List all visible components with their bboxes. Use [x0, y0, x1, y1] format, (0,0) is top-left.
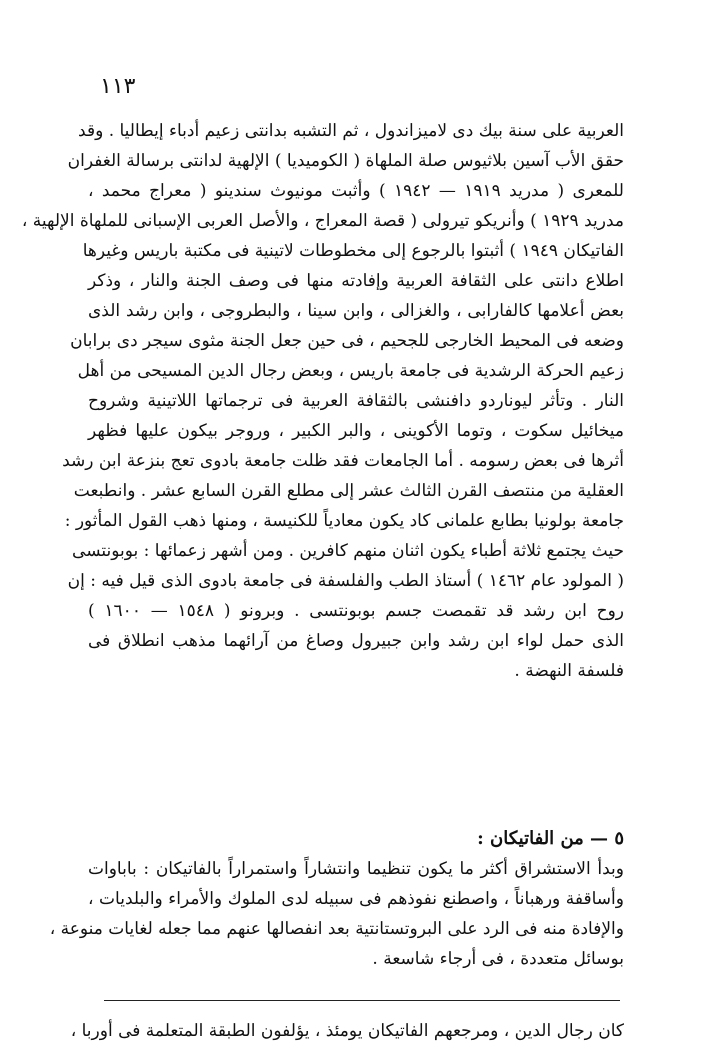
text-line: حقق الأب آسين بلاثيوس صلة الملهاة ( الكوميديا ) الإلهية لدانتى برسالة الغفران [67, 151, 624, 171]
footnote-divider [104, 1000, 620, 1001]
text-line: فلسفة النهضة . [514, 661, 624, 681]
text-line: وضعه فى المحيط الخارجى للجحيم ، فى حين جعل الجنة مثوى سيجر دى برابان [70, 331, 624, 351]
text-line: زعيم الحركة الرشدية فى جامعة باريس ، وبعض رجال الدين المسيحى من أهل [77, 361, 624, 381]
page-number: ١١٣ [100, 74, 136, 99]
section-heading: ٥ — من الفاتيكان : [477, 828, 624, 849]
text-line: النار . وتأثر ليوناردو دافنشى بالثقافة العربية فى ترجماتها اللاتينية وشروح [88, 391, 624, 411]
text-line: العقلية من منتصف القرن الثالث عشر إلى مطلع القرن السابع عشر . وانطبعت [73, 481, 624, 501]
text-line: ميخائيل سكوت ، وتوما الأكوينى ، والبر الكبير ، وروجر بيكون عليها فظهر [88, 421, 624, 441]
text-line: العربية على سنة بيك دى لاميزاندول ، ثم التشبه بدانتى زعيم أدباء إيطاليا . وقد [78, 121, 624, 141]
text-line: مدريد ١٩٢٩ ) وأنريكو تيرولى ( قصة المعراج ، والأصل العربى الإسبانى للملهاة الإلهية ، [21, 211, 624, 231]
text-line: للمعرى ( مدريد ١٩١٩ — ١٩٤٢ ) وأثبت مونيوث سندينو ( معراج محمد ، [88, 181, 624, 201]
text-line: ( المولود عام ١٤٦٢ ) أستاذ الطب والفلسفة فى جامعة بادوى الذى قيل فيه : إن [67, 571, 624, 591]
text-line: بوسائل متعددة ، فى أرجاء شاسعة . [372, 949, 624, 969]
text-line: وأساقفة ورهباناً ، واصطنع نفوذهم فى سبيله لدى الملوك والأمراء والبلديات ، [88, 889, 624, 909]
text-line: وبدأ الاستشراق أكثر ما يكون تنظيما وانتشاراً واستمراراً بالفاتيكان : باباوات [88, 859, 624, 879]
text-line: الفاتيكان ١٩٤٩ ) أثبتوا بالرجوع إلى مخطوطات لاتينية فى مكتبة باريس وغيرها [82, 241, 624, 261]
text-line: روح ابن رشد قد تقمصت جسم بوبونتسى . وبرونو ( ١٥٤٨ — ١٦٠٠ ) [88, 601, 624, 621]
text-line: اطلاع دانتى على الثقافة العربية وإفادته منها فى وصف الجنة والنار ، وذكر [88, 271, 624, 291]
text-line: جامعة بولونيا بطابع علمانى كاد يكون معادياً للكنيسة ، ومنها ذهب القول المأثور : [64, 511, 624, 531]
text-line: والإفادة منه فى الرد على البروتستانتية بعد انفصالها عنهم مما جعله لغايات منوعة ، [49, 919, 624, 939]
text-line: بعض أعلامها كالفارابى ، والغزالى ، وابن سينا ، والبطروجى ، وابن رشد الذى [88, 301, 624, 321]
footnote-line: كان رجال الدين ، ومرجعهم الفاتيكان يومئذ ، يؤلفون الطبقة المتعلمة فى أوربا ، [70, 1021, 624, 1041]
text-line: الذى حمل لواء ابن رشد وابن جبيرول وصاغ من آرائهما مذهب انطلاق فى [88, 631, 624, 651]
text-line: حيث يجتمع ثلاثة أطباء يكون اثنان منهم كافرين . ومن أشهر زعمائها : بوبونتسى [72, 541, 624, 561]
text-line: أثرها فى بعض رسومه . أما الجامعات فقد ظلت جامعة بادوى تعج بنزعة ابن رشد [62, 451, 624, 471]
